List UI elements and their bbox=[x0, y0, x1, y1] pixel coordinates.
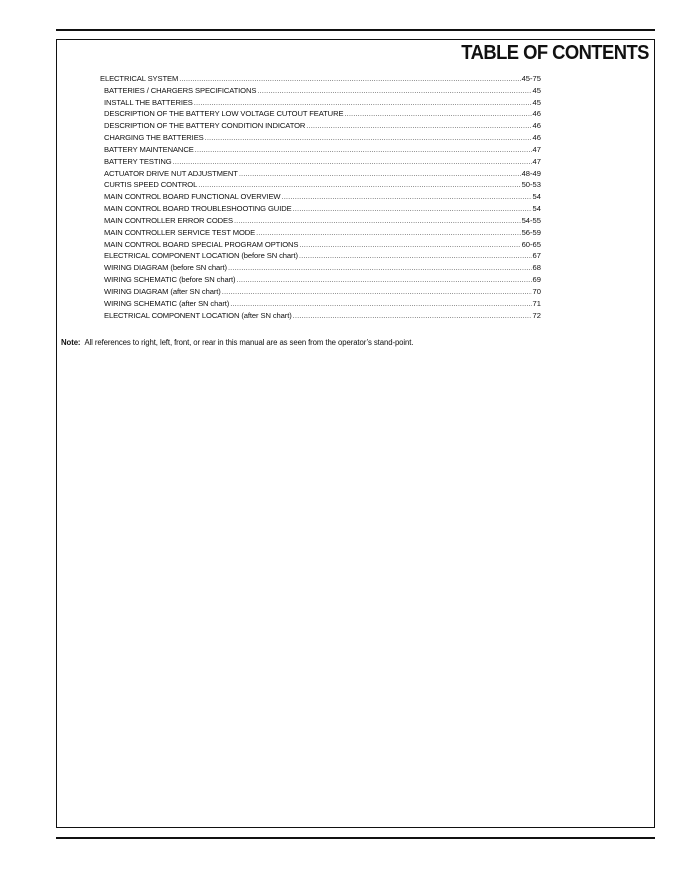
toc-entry-page: 67 bbox=[532, 251, 541, 261]
toc-entry[interactable] bbox=[100, 286, 541, 298]
toc-dot-leader bbox=[236, 274, 531, 286]
top-rule bbox=[56, 29, 655, 31]
toc-entry-page: 69 bbox=[532, 275, 541, 285]
toc-dot-leader bbox=[239, 168, 521, 180]
toc-entry-page: 72 bbox=[532, 310, 541, 320]
toc-dot-leader bbox=[230, 298, 531, 310]
toc-dot-leader bbox=[257, 85, 531, 97]
toc-entry-label: CHARGING THE BATTERIES bbox=[104, 133, 204, 143]
toc-entry-page: 71 bbox=[532, 298, 541, 308]
toc-entry-label: INSTALL THE BATTERIES bbox=[104, 97, 193, 107]
toc-entry-label: MAIN CONTROL BOARD TROUBLESHOOTING GUIDE bbox=[104, 204, 292, 214]
table-of-contents bbox=[100, 73, 541, 321]
toc-entry[interactable] bbox=[100, 298, 541, 310]
toc-entry-page: 50-53 bbox=[521, 180, 541, 190]
toc-dot-leader bbox=[234, 215, 521, 227]
toc-entry-label: DESCRIPTION OF THE BATTERY LOW VOLTAGE CUTOUT FEATURE bbox=[104, 109, 344, 119]
toc-dot-leader bbox=[222, 286, 532, 298]
toc-entry-label: WIRING SCHEMATIC (before SN chart) bbox=[104, 275, 236, 285]
toc-entry[interactable] bbox=[100, 191, 541, 203]
toc-entry-label: BATTERY TESTING bbox=[104, 156, 172, 166]
toc-entry[interactable] bbox=[100, 156, 541, 168]
toc-entry-label: MAIN CONTROL BOARD FUNCTIONAL OVERVIEW bbox=[104, 192, 281, 202]
toc-dot-leader bbox=[179, 73, 520, 85]
toc-entry[interactable] bbox=[100, 310, 541, 322]
toc-entry-label: WIRING DIAGRAM (before SN chart) bbox=[104, 263, 227, 273]
toc-entry-page: 54-55 bbox=[521, 215, 541, 225]
toc-entry-page: 68 bbox=[532, 263, 541, 273]
toc-entry[interactable] bbox=[100, 132, 541, 144]
toc-dot-leader bbox=[228, 262, 532, 274]
toc-entry-label: WIRING SCHEMATIC (after SN chart) bbox=[104, 298, 230, 308]
toc-entry-label: MAIN CONTROL BOARD SPECIAL PROGRAM OPTIONS bbox=[104, 239, 299, 249]
toc-dot-leader bbox=[256, 227, 520, 239]
page-frame bbox=[56, 39, 655, 828]
toc-dot-leader bbox=[198, 179, 520, 191]
toc-entry[interactable] bbox=[100, 239, 541, 251]
toc-entry-label: BATTERY MAINTENANCE bbox=[104, 144, 194, 154]
toc-entry-page: 45 bbox=[532, 85, 541, 95]
toc-entry-page: 54 bbox=[532, 204, 541, 214]
toc-entry-page: 60-65 bbox=[521, 239, 541, 249]
toc-dot-leader bbox=[344, 108, 531, 120]
toc-entry-label: ACTUATOR DRIVE NUT ADJUSTMENT bbox=[104, 168, 238, 178]
toc-entry-label: CURTIS SPEED CONTROL bbox=[104, 180, 198, 190]
toc-entry-page: 56-59 bbox=[521, 227, 541, 237]
toc-entry-page: 47 bbox=[532, 144, 541, 154]
toc-entry[interactable] bbox=[100, 168, 541, 180]
toc-entry[interactable] bbox=[100, 73, 541, 85]
note-label: Note: bbox=[61, 338, 81, 347]
toc-dot-leader bbox=[205, 132, 532, 144]
toc-dot-leader bbox=[299, 250, 532, 262]
toc-dot-leader bbox=[293, 310, 532, 322]
toc-entry[interactable] bbox=[100, 215, 541, 227]
note bbox=[61, 338, 413, 347]
toc-entry[interactable] bbox=[100, 97, 541, 109]
toc-entry[interactable] bbox=[100, 262, 541, 274]
toc-entry-label: MAIN CONTROLLER SERVICE TEST MODE bbox=[104, 227, 256, 237]
toc-entry-page: 46 bbox=[532, 133, 541, 143]
toc-dot-leader bbox=[194, 97, 532, 109]
toc-entry-page: 46 bbox=[532, 121, 541, 131]
toc-dot-leader bbox=[293, 203, 532, 215]
toc-entry-page: 70 bbox=[532, 286, 541, 296]
toc-dot-leader bbox=[306, 120, 531, 132]
toc-dot-leader bbox=[195, 144, 532, 156]
bottom-rule bbox=[56, 837, 655, 839]
toc-dot-leader bbox=[282, 191, 532, 203]
toc-entry-label: ELECTRICAL SYSTEM bbox=[100, 74, 179, 83]
toc-entry-page: 46 bbox=[532, 109, 541, 119]
toc-entry[interactable] bbox=[100, 250, 541, 262]
toc-entry[interactable] bbox=[100, 144, 541, 156]
toc-dot-leader bbox=[299, 239, 520, 251]
toc-entry[interactable] bbox=[100, 203, 541, 215]
toc-entry-page: 47 bbox=[532, 156, 541, 166]
toc-entry-label: MAIN CONTROLLER ERROR CODES bbox=[104, 215, 233, 225]
toc-entry-label: WIRING DIAGRAM (after SN chart) bbox=[104, 286, 221, 296]
toc-entry[interactable] bbox=[100, 274, 541, 286]
toc-entry-page: 45 bbox=[532, 97, 541, 107]
toc-entry-page: 54 bbox=[532, 192, 541, 202]
toc-entry-page: 45-75 bbox=[521, 74, 541, 83]
page-title: TABLE OF CONTENTS bbox=[461, 42, 649, 64]
toc-entry[interactable] bbox=[100, 85, 541, 97]
toc-entry[interactable] bbox=[100, 227, 541, 239]
toc-entry-label: DESCRIPTION OF THE BATTERY CONDITION INDICATOR bbox=[104, 121, 306, 131]
toc-entry-label: BATTERIES / CHARGERS SPECIFICATIONS bbox=[104, 85, 257, 95]
toc-entry[interactable] bbox=[100, 120, 541, 132]
toc-entry[interactable] bbox=[100, 179, 541, 191]
toc-entry-label: ELECTRICAL COMPONENT LOCATION (before SN chart) bbox=[104, 251, 298, 261]
toc-entry[interactable] bbox=[100, 108, 541, 120]
note-text: All references to right, left, front, or rear in this manual are as seen from the operator’s stand-point. bbox=[84, 338, 414, 347]
toc-entry-page: 48-49 bbox=[521, 168, 541, 178]
toc-dot-leader bbox=[173, 156, 532, 168]
toc-entry-label: ELECTRICAL COMPONENT LOCATION (after SN chart) bbox=[104, 310, 292, 320]
